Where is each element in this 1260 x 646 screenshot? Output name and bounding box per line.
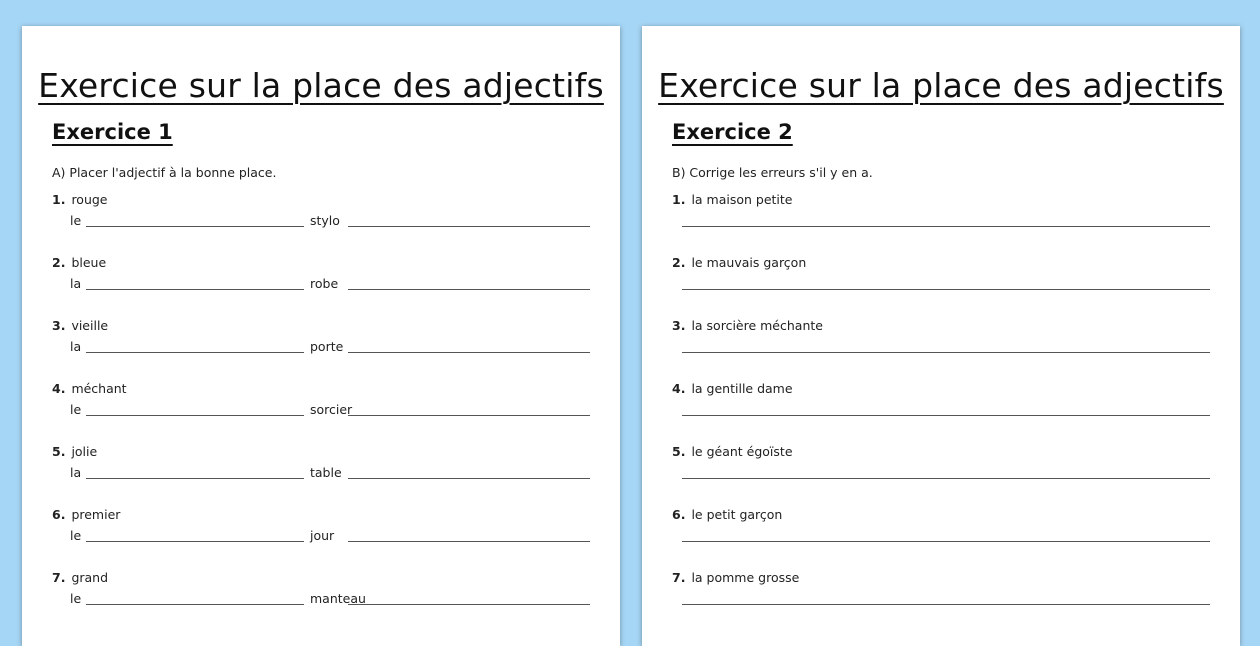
item-number: 2.: [52, 255, 66, 270]
answer-line[interactable]: [682, 289, 1210, 290]
worksheet-exercise-1: [22, 26, 620, 646]
list-item: [672, 318, 1210, 378]
item-article: la: [70, 465, 82, 480]
item-adjective: bleue: [71, 255, 107, 270]
answer-blank-after[interactable]: [348, 289, 590, 290]
answer-blank-before[interactable]: [86, 289, 304, 290]
item-adjective: rouge: [71, 192, 108, 207]
list-item: [52, 192, 590, 252]
item-number: 4.: [672, 381, 686, 396]
item-phrase: le géant égoïste: [691, 444, 793, 459]
item-article: la: [70, 276, 82, 291]
list-item: [52, 444, 590, 504]
item-adjective: premier: [71, 507, 121, 522]
answer-blank-after[interactable]: [348, 226, 590, 227]
exercise-heading: Exercice 2: [672, 120, 793, 144]
worksheet-exercise-2: [642, 26, 1240, 646]
item-number: 3.: [52, 318, 66, 333]
item-number: 1.: [672, 192, 686, 207]
answer-blank-after[interactable]: [348, 541, 590, 542]
list-item: [672, 570, 1210, 630]
answer-line[interactable]: [682, 541, 1210, 542]
item-article: le: [70, 213, 82, 228]
instruction-text: B) Corrige les erreurs s'il y en a.: [672, 165, 873, 180]
item-article: le: [70, 402, 82, 417]
item-phrase: le mauvais garçon: [691, 255, 807, 270]
answer-blank-before[interactable]: [86, 604, 304, 605]
item-adjective: méchant: [71, 381, 127, 396]
item-number: 5.: [52, 444, 66, 459]
item-noun: manteau: [310, 591, 366, 606]
item-noun: jour: [310, 528, 335, 543]
item-noun: sorcier: [310, 402, 353, 417]
item-phrase: la maison petite: [691, 192, 793, 207]
item-phrase: la pomme grosse: [691, 570, 800, 585]
instruction-text: A) Placer l'adjectif à la bonne place.: [52, 165, 277, 180]
answer-line[interactable]: [682, 478, 1210, 479]
answer-blank-before[interactable]: [86, 226, 304, 227]
item-phrase: la gentille dame: [691, 381, 793, 396]
item-number: 5.: [672, 444, 686, 459]
item-adjective: vieille: [71, 318, 109, 333]
item-number: 6.: [672, 507, 686, 522]
item-adjective: jolie: [71, 444, 98, 459]
list-item: [52, 381, 590, 441]
page-title: Exercice sur la place des adjectifs: [38, 66, 604, 105]
item-noun: robe: [310, 276, 339, 291]
answer-blank-after[interactable]: [348, 604, 590, 605]
page-title: Exercice sur la place des adjectifs: [658, 66, 1224, 105]
item-number: 3.: [672, 318, 686, 333]
item-noun: porte: [310, 339, 344, 354]
list-item: [52, 318, 590, 378]
list-item: [672, 381, 1210, 441]
list-item: [672, 444, 1210, 504]
answer-blank-after[interactable]: [348, 478, 590, 479]
exercise-heading: Exercice 1: [52, 120, 173, 144]
item-noun: table: [310, 465, 342, 480]
item-number: 6.: [52, 507, 66, 522]
answer-blank-before[interactable]: [86, 352, 304, 353]
list-item: [52, 507, 590, 567]
item-noun: stylo: [310, 213, 340, 228]
list-item: [672, 255, 1210, 315]
item-article: le: [70, 528, 82, 543]
item-number: 7.: [52, 570, 66, 585]
list-item: [672, 507, 1210, 567]
item-number: 2.: [672, 255, 686, 270]
answer-blank-after[interactable]: [348, 352, 590, 353]
item-article: le: [70, 591, 82, 606]
answer-blank-before[interactable]: [86, 415, 304, 416]
answer-line[interactable]: [682, 226, 1210, 227]
item-adjective: grand: [71, 570, 109, 585]
item-number: 7.: [672, 570, 686, 585]
list-item: [52, 570, 590, 630]
list-item: [52, 255, 590, 315]
item-number: 4.: [52, 381, 66, 396]
item-article: la: [70, 339, 82, 354]
answer-blank-before[interactable]: [86, 478, 304, 479]
list-item: [672, 192, 1210, 252]
answer-line[interactable]: [682, 415, 1210, 416]
answer-blank-before[interactable]: [86, 541, 304, 542]
answer-blank-after[interactable]: [348, 415, 590, 416]
item-phrase: la sorcière méchante: [691, 318, 823, 333]
item-number: 1.: [52, 192, 66, 207]
answer-line[interactable]: [682, 604, 1210, 605]
answer-line[interactable]: [682, 352, 1210, 353]
item-phrase: le petit garçon: [691, 507, 783, 522]
